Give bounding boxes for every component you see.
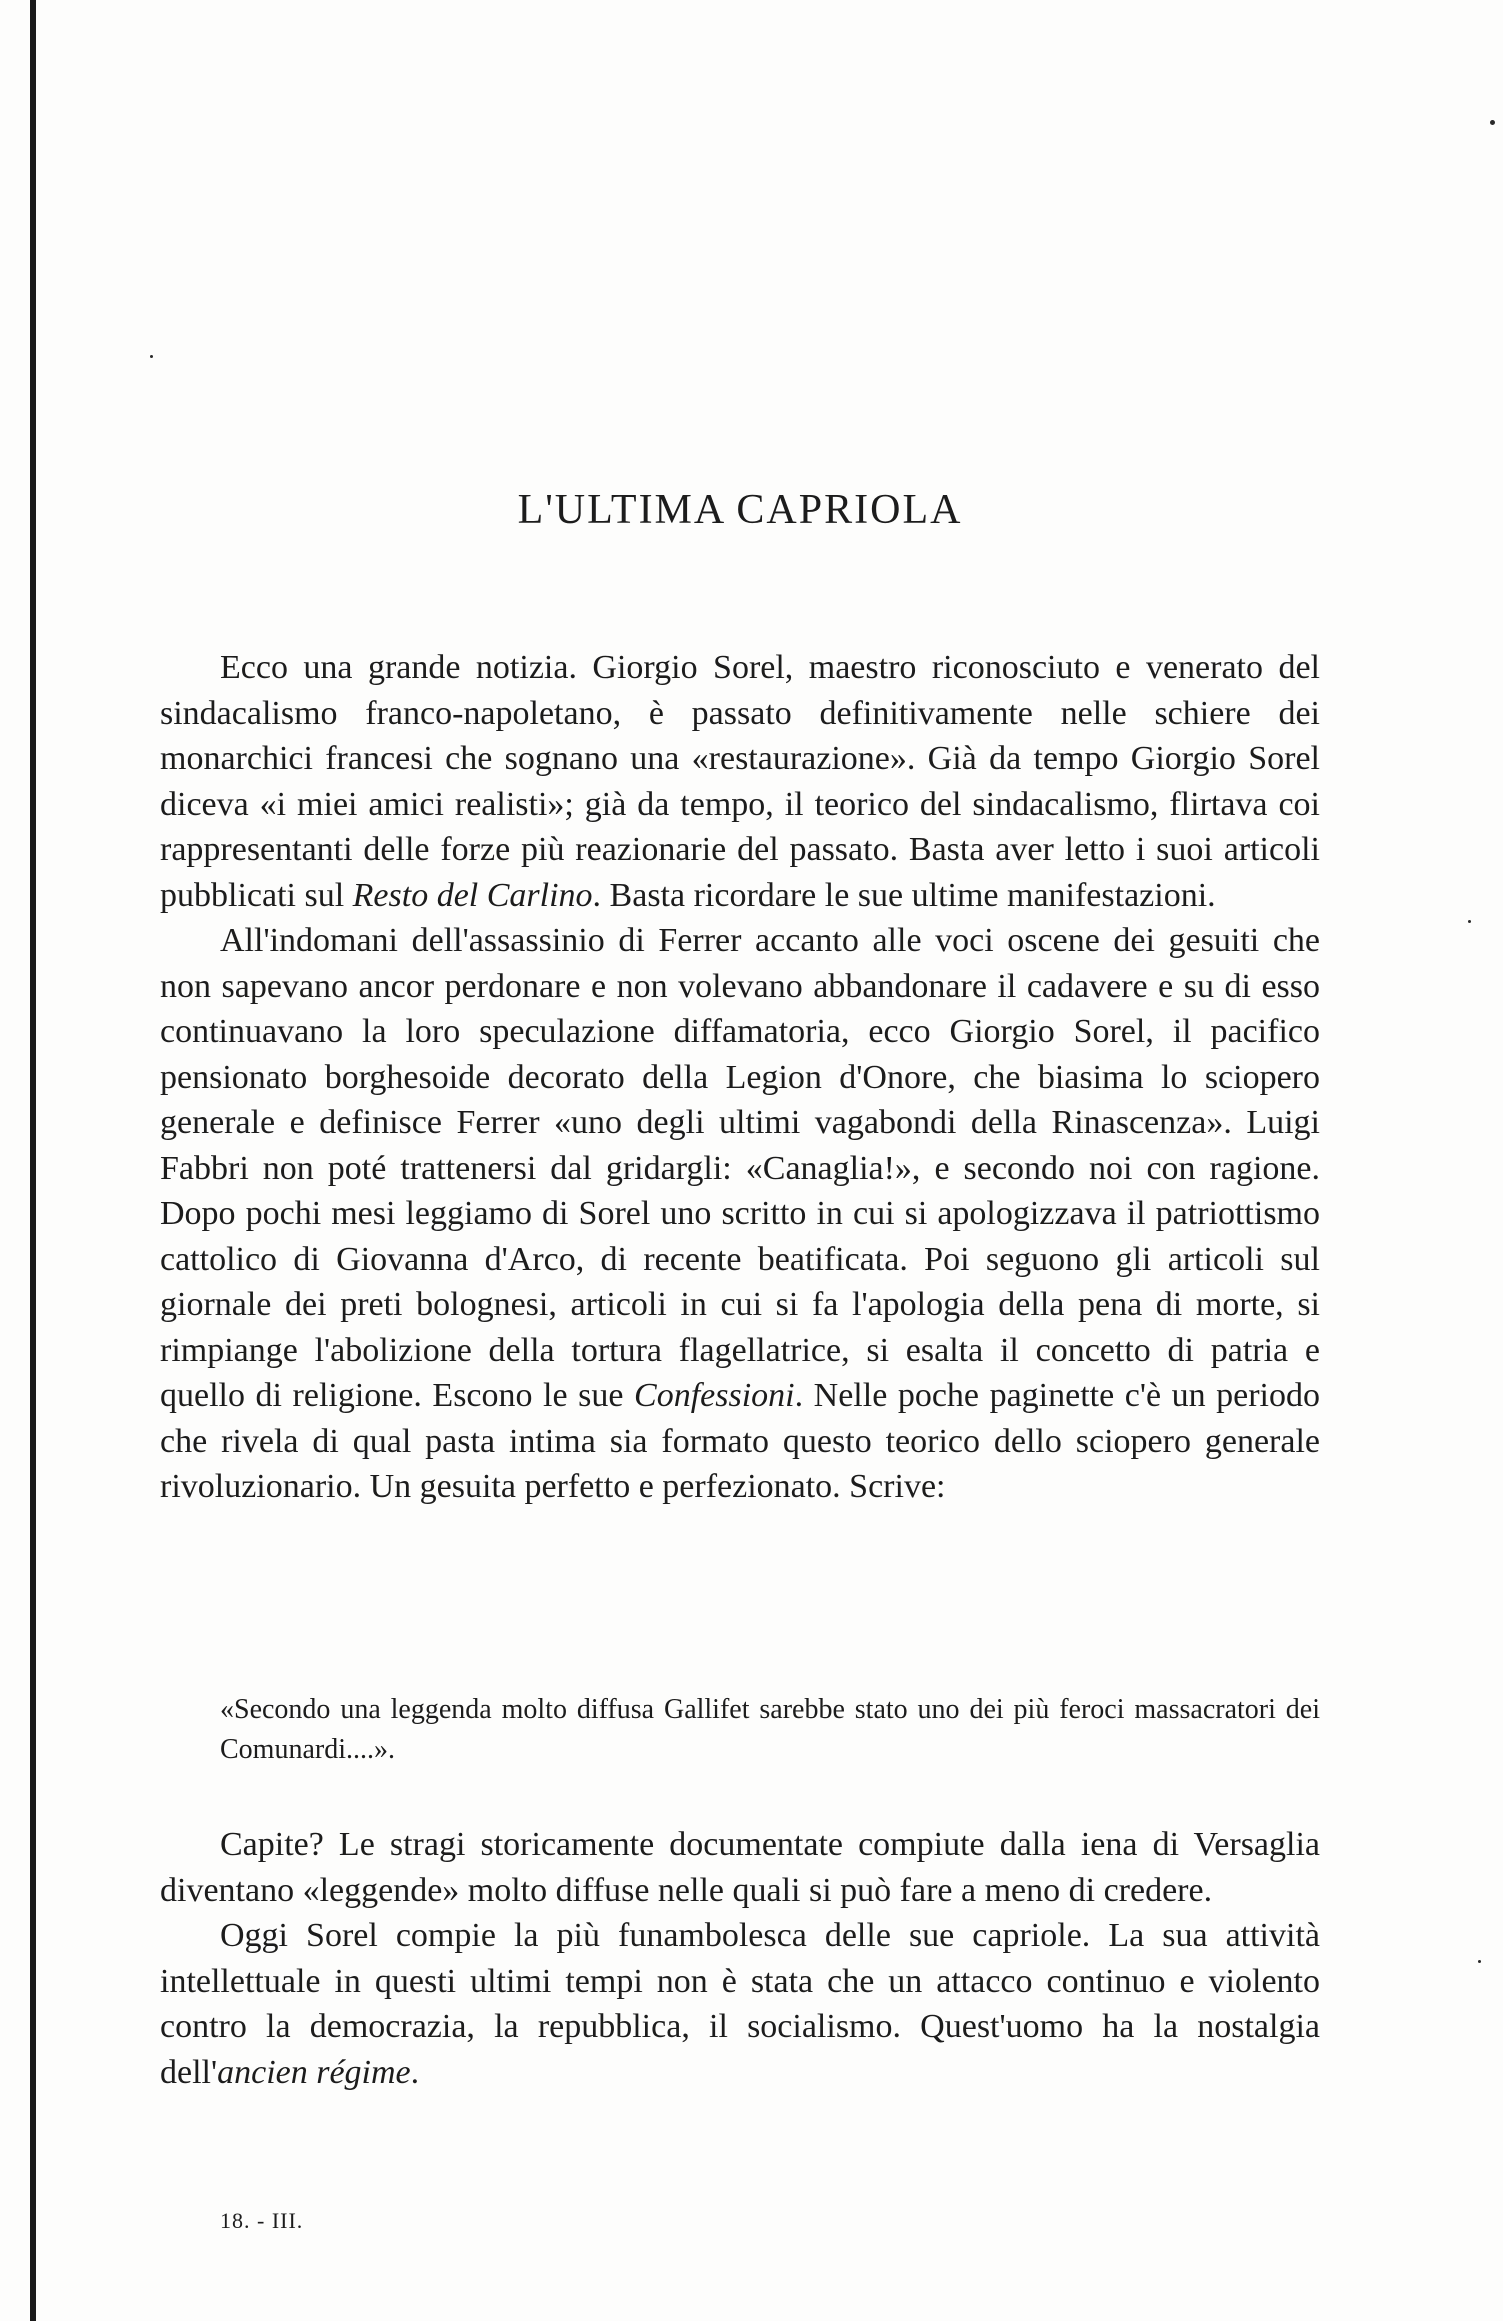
block-quote: «Secondo una leggenda molto diffusa Gallifet sarebbe stato uno dei più feroci massacratori dei Comunardi....».: [220, 1694, 1320, 1765]
text-run: Ecco una grande notizia. Giorgio Sorel, maestro riconosciuto e venerato del sindacalismo franco-napoletano, è passato definitivamente nelle schiere dei monarchici francesi che sognano una «restaurazione». Già da tempo Giorgio Sorel diceva «i miei amici realisti»; già da tempo, il teorico del sindacalismo, flirtava coi rappresentanti delle forze più reazionarie del passato. Basta aver letto i suoi articoli pubblicati sul: [160, 649, 1320, 914]
text-run: . Nelle poche paginette c'è un periodo che rivela di qual pasta intima sia formato questo teorico dello sciopero generale rivoluzionario. Un gesuita perfetto e perfezionato. Scrive:: [160, 1377, 1320, 1505]
italic-title: Confessioni: [634, 1377, 795, 1414]
paragraph: [160, 918, 1320, 1510]
text-run: .: [410, 2053, 420, 2091]
paragraph: [160, 1822, 1320, 1913]
scan-speck: [150, 355, 153, 358]
text-run: . Basta ricordare le sue ultime manifestazioni.: [592, 876, 1216, 914]
text-run: All'indomani dell'assassinio di Ferrer accanto alle voci oscene dei gesuiti che non sapevano ancor perdonare e non volevano abbandonare il cadavere e su di esso continuavano la loro speculazione diffamatoria, ecco Giorgio Sorel, il pacifico pensionato borghesoide decorato della Legion d'Onore, che biasima lo sciopero generale e definisce Ferrer «uno degli ultimi vagabondi della Rinascenza». Luigi Fabbri non poté trattenersi dal gridargli: «Canaglia!», e secondo noi con ragione. Dopo pochi mesi leggiamo di Sorel uno scritto in cui si apologizzava il patriottismo cattolico di Giovanna d'Arco, di recente beatificata. Poi seguono gli articoli sul giornale dei preti bolognesi, articoli in cui si fa l'apologia della pena di morte, si rimpiange l'abolizione della tortura flagellatrice, si esalta il concetto di patria e quello di religione. Escono le sue: [160, 922, 1320, 1414]
text-run: Oggi Sorel compie la più funambolesca delle sue capriole. La sua attività intellettuale in questi ultimi tempi non è stata che un attacco continuo e violento contro la democrazia, la repubblica, il socialismo. Quest'uomo ha la nostalgia dell': [160, 1917, 1320, 2091]
text-run: Capite? Le stragi storicamente documentate compiute dalla iena di Versaglia diventano «leggende» molto diffuse nelle quali si può fare a meno di credere.: [160, 1826, 1320, 1909]
paragraph: [160, 1913, 1320, 2095]
page-title: L'ULTIMA CAPRIOLA: [517, 487, 963, 533]
paragraph: [160, 645, 1320, 918]
closing-text: [160, 1822, 1320, 2095]
main-text: [160, 645, 1320, 1510]
scan-speck: [1490, 120, 1495, 125]
scan-binding-edge: [30, 0, 36, 2321]
italic-title: Resto del Carlino: [352, 876, 593, 914]
signature-code: 18. - III.: [220, 2208, 304, 2233]
scan-speck: [1478, 1960, 1481, 1963]
scan-speck: [1468, 920, 1471, 923]
italic-phrase: ancien régime: [217, 2053, 411, 2091]
